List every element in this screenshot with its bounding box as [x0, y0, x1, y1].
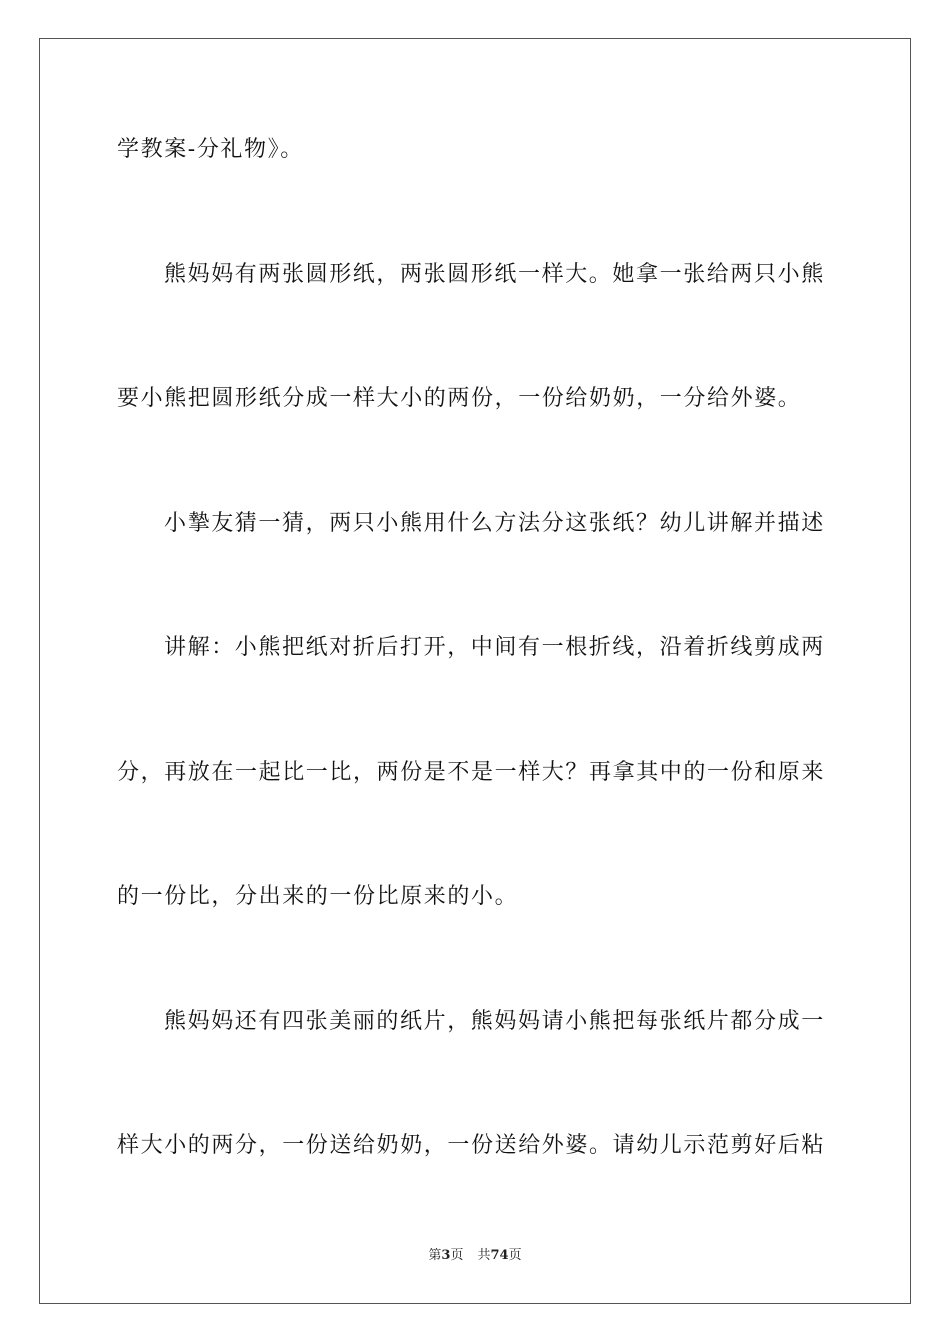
page-suffix: 页	[450, 1248, 464, 1263]
page-number: 3	[441, 1248, 451, 1263]
paragraph-line-9: 样大小的两分，一份送给奶奶，一份送给外婆。请幼儿示范剪好后粘	[117, 1133, 826, 1158]
total-suffix: 页	[508, 1248, 522, 1263]
paragraph-line-6: 分，再放在一起比一比，两份是不是一样大？再拿其中的一份和原来	[117, 760, 826, 785]
page-frame	[39, 38, 911, 1304]
page-prefix: 第	[428, 1248, 442, 1263]
total-prefix: 共	[477, 1248, 491, 1263]
paragraph-line-3: 要小熊把圆形纸分成一样大小的两份，一份给奶奶，一分给外婆。	[117, 386, 802, 411]
paragraph-line-8: 熊妈妈还有四张美丽的纸片，熊妈妈请小熊把每张纸片都分成一	[164, 1009, 825, 1034]
paragraph-line-5: 讲解：小熊把纸对折后打开，中间有一根折线，沿着折线剪成两	[164, 635, 825, 660]
paragraph-line-2: 熊妈妈有两张圆形纸，两张圆形纸一样大。她拿一张给两只小熊	[164, 262, 825, 287]
page-footer	[0, 1247, 950, 1265]
paragraph-line-4: 小摯友猜一猜，两只小熊用什么方法分这张纸？幼儿讲解并描述	[164, 511, 825, 536]
total-pages: 74	[490, 1248, 509, 1263]
paragraph-line-1: 学教案-分礼物》。	[117, 137, 304, 162]
paragraph-line-7: 的一份比，分出来的一份比原来的小。	[117, 884, 519, 909]
